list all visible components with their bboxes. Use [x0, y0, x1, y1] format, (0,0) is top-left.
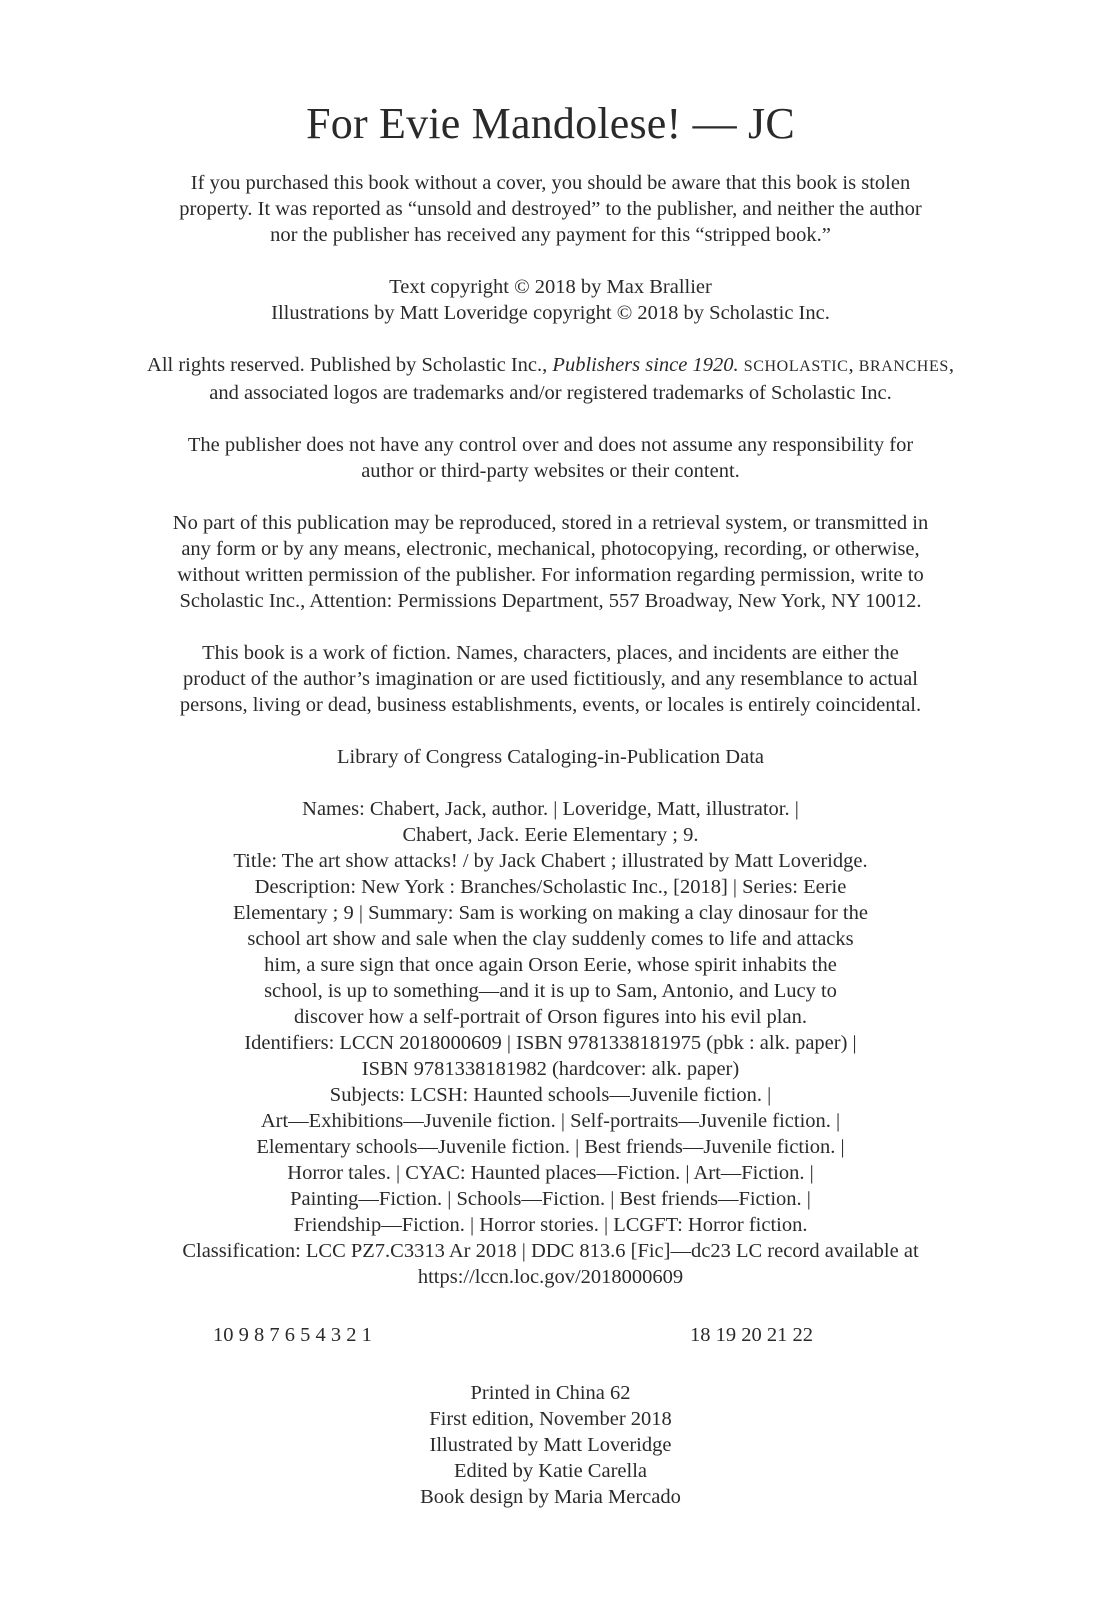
cip-line: school art show and sale when the clay suddenly comes to life and attacks [247, 928, 854, 950]
rights-line-1 [80, 352, 1021, 380]
publisher-tagline: Publishers since 1920. [552, 354, 739, 376]
cip-line: Painting—Fiction. | Schools—Fiction. | Best friends—Fiction. | [290, 1188, 811, 1210]
cip-line: https://lccn.loc.gov/2018000609 [417, 1266, 684, 1288]
cip-line: ISBN 9781338181982 (hardcover: alk. paper) [361, 1058, 740, 1080]
cip-record [80, 796, 1021, 1290]
cip-line: Classification: LCC PZ7.C3313 Ar 2018 | DDC 813.6 [Fic]—dc23 LC record available at [182, 1240, 919, 1262]
reproduction-line: any form or by any means, electronic, mechanical, photocopying, recording, or otherwise, [181, 538, 920, 560]
cip-line: Art—Exhibitions—Juvenile fiction. | Self-portraits—Juvenile fiction. | [260, 1110, 841, 1132]
responsibility-line: The publisher does not have any control over and does not assume any responsibility for [187, 434, 914, 456]
cip-line: Title: The art show attacks! / by Jack Chabert ; illustrated by Matt Loveridge. [233, 850, 868, 872]
year-line: 18 19 20 21 22 [690, 1324, 813, 1346]
rights-separator: , [848, 354, 859, 376]
cip-line: Identifiers: LCCN 2018000609 | ISBN 9781338181975 (pbk : alk. paper) | [244, 1032, 857, 1054]
notice-line: If you purchased this book without a cover, you should be aware that this book is stolen [190, 172, 911, 194]
dedication: For Evie Mandolese! — JC [306, 99, 795, 148]
reproduction-line: Scholastic Inc., Attention: Permissions Department, 557 Broadway, New York, NY 10012. [179, 590, 922, 612]
cip-line: Chabert, Jack. Eerie Elementary ; 9. [402, 824, 699, 846]
cip-line: Names: Chabert, Jack, author. | Loveridge, Matt, illustrator. | [302, 798, 799, 820]
credit-line: Book design by Maria Mercado [420, 1486, 681, 1508]
cip-line: Elementary ; 9 | Summary: Sam is working on making a clay dinosaur for the [233, 902, 868, 924]
reproduction-line: without written permission of the publisher. For information regarding permission, write to [177, 564, 924, 586]
responsibility-line: author or third-party websites or their content. [361, 460, 740, 482]
cip-line: Description: New York : Branches/Scholastic Inc., [2018] | Series: Eerie [254, 876, 847, 898]
cip-line: Horror tales. | CYAC: Haunted places—Fiction. | Art—Fiction. | [287, 1162, 814, 1184]
trademark-scholastic: SCHOLASTIC [743, 358, 849, 375]
credit-line: Edited by Katie Carella [454, 1460, 647, 1482]
reproduction-notice [80, 510, 1021, 614]
credit-line: First edition, November 2018 [429, 1408, 672, 1430]
credit-line: Printed in China 62 [470, 1382, 631, 1404]
cip-line: him, a sure sign that once again Orson Eerie, whose spirit inhabits the [264, 954, 837, 976]
cip-line: discover how a self-portrait of Orson figures into his evil plan. [294, 1006, 807, 1028]
fiction-line: product of the author’s imagination or are used fictitiously, and any resemblance to actual [183, 668, 918, 690]
responsibility-notice [80, 432, 1021, 484]
copyright-body [80, 170, 1021, 1316]
production-credits [0, 1380, 1101, 1510]
fiction-notice [80, 640, 1021, 718]
copyright-line: Text copyright © 2018 by Max Brallier [389, 276, 712, 298]
cip-line: Subjects: LCSH: Haunted schools—Juvenile fiction. | [329, 1084, 772, 1106]
cip-heading-text: Library of Congress Cataloging-in-Publication Data [337, 746, 764, 768]
trademark-branches: BRANCHES [858, 358, 949, 375]
copyright-statement [80, 274, 1021, 326]
notice-line: property. It was reported as “unsold and destroyed” to the publisher, and neither the author [179, 198, 922, 220]
stolen-book-notice [80, 170, 1021, 248]
rights-separator: , [948, 354, 954, 376]
cip-line: school, is up to something—and it is up to Sam, Antonio, and Lucy to [264, 980, 837, 1002]
rights-prefix: All rights reserved. Published by Scholastic Inc., [147, 354, 553, 376]
fiction-line: persons, living or dead, business establishments, events, or locales is entirely coincidental. [179, 694, 922, 716]
rights-line-2: and associated logos are trademarks and/or registered trademarks of Scholastic Inc. [209, 382, 892, 404]
copyright-line: Illustrations by Matt Loveridge copyright © 2018 by Scholastic Inc. [271, 302, 830, 324]
credit-line: Illustrated by Matt Loveridge [429, 1434, 672, 1456]
reproduction-line: No part of this publication may be reproduced, stored in a retrieval system, or transmitted in [172, 512, 929, 534]
print-line: 10 9 8 7 6 5 4 3 2 1 [213, 1324, 372, 1346]
notice-line: nor the publisher has received any payment for this “stripped book.” [270, 224, 831, 246]
rights-reserved [80, 352, 1021, 406]
cip-line: Friendship—Fiction. | Horror stories. | LCGFT: Horror fiction. [293, 1214, 808, 1236]
cip-heading [80, 744, 1021, 770]
fiction-line: This book is a work of fiction. Names, characters, places, and incidents are either the [202, 642, 899, 664]
cip-line: Elementary schools—Juvenile fiction. | Best friends—Juvenile fiction. | [256, 1136, 845, 1158]
